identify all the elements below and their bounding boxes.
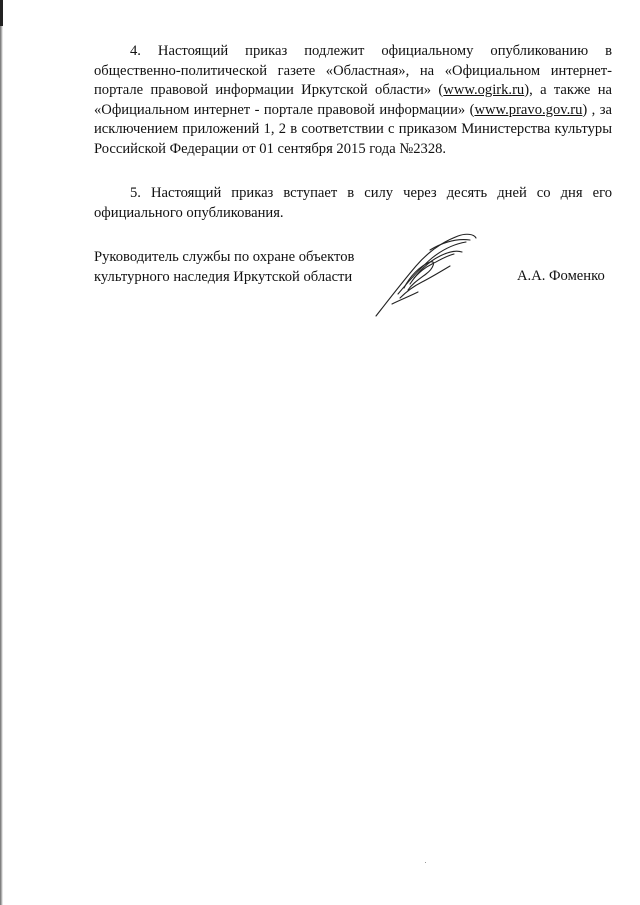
- handwritten-signature: [370, 228, 482, 320]
- signatory-name: А.А. Фоменко: [517, 268, 605, 284]
- scan-edge-mark: [0, 0, 3, 26]
- paragraph-5-text: 5. Настоящий приказ вступает в силу через десять дней со дня его официального опубликования.: [94, 185, 612, 221]
- paragraph-4-lead: 4. Настоящий приказ подлежит официальному опубликованию в общественно-политической газете «Областная», на «Официальном интернет-портале правовой информации Иркутской области» (: [94, 43, 612, 98]
- paragraph-4-tail: ) , за исключением приложений 1, 2 в соответствии с приказом Министерства культуры Российской Федерации от 01 сентября 2015 года №2328.: [94, 101, 612, 157]
- scan-speck: [425, 862, 426, 863]
- signatory-title-line-2: культурного наследия Иркутской области: [94, 268, 353, 285]
- paragraph-5: [94, 184, 612, 223]
- paragraph-4-mid: ), а также на «Официальном интернет - портале правовой информации» (: [94, 82, 612, 118]
- signatory-title-line-1: Руководитель службы по охране объектов: [94, 249, 355, 265]
- scan-edge-shadow: [0, 0, 3, 905]
- signatory-title: [94, 248, 354, 287]
- link-ogirk[interactable]: www.ogirk.ru: [443, 82, 525, 98]
- paragraph-4: [94, 42, 612, 159]
- link-pravo[interactable]: www.pravo.gov.ru: [474, 101, 583, 118]
